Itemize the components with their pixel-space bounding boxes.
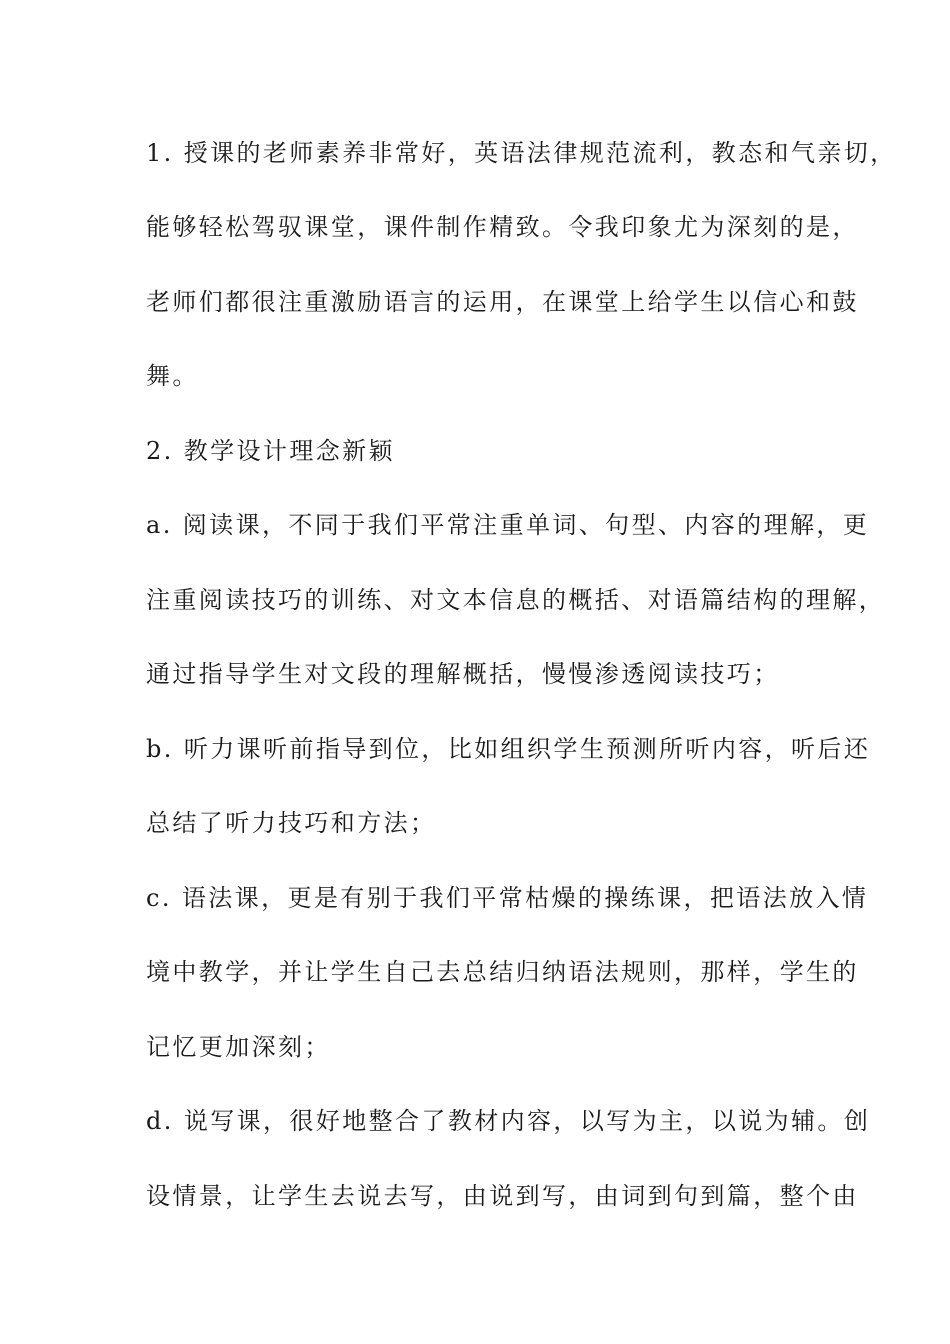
item-a-line-1: a. 阅读课，不同于我们平常注重单词、句型、内容的理解，更 <box>146 511 870 539</box>
item-d-line-2: 设情景，让学生去说去写，由说到写，由词到句到篇，整个由 <box>146 1182 859 1210</box>
item-b-line-2: 总结了听力技巧和方法； <box>146 809 437 837</box>
item-c-line-2: 境中教学，并让学生自己去总结归纳语法规则，那样，学生的 <box>146 958 859 986</box>
paragraph-1-line-2: 能够轻松驾驭课堂，课件制作精致。令我印象尤为深刻的是， <box>146 213 859 241</box>
item-c-line-3: 记忆更加深刻； <box>146 1033 331 1061</box>
item-c-line-1: c. 语法课，更是有别于我们平常枯燥的操练课，把语法放入情 <box>146 884 869 912</box>
paragraph-1-line-1: 1. 授课的老师素养非常好，英语法律规范流利，教态和气亲切， <box>146 139 897 167</box>
item-a-line-2: 注重阅读技巧的训练、对文本信息的概括、对语篇结构的理解， <box>146 586 886 614</box>
item-a-line-3: 通过指导学生对文段的理解概括，慢慢渗透阅读技巧； <box>146 660 780 688</box>
paragraph-1-line-4: 舞。 <box>146 362 199 390</box>
item-b-line-1: b. 听力课听前指导到位，比如组织学生预测所听内容，听后还 <box>146 735 871 763</box>
paragraph-1-line-3: 老师们都很注重激励语言的运用，在课堂上给学生以信心和鼓 <box>146 288 859 316</box>
item-d-line-1: d. 说写课，很好地整合了教材内容，以写为主，以说为辅。创 <box>146 1107 871 1135</box>
heading-2: 2. 教学设计理念新颖 <box>146 437 395 465</box>
